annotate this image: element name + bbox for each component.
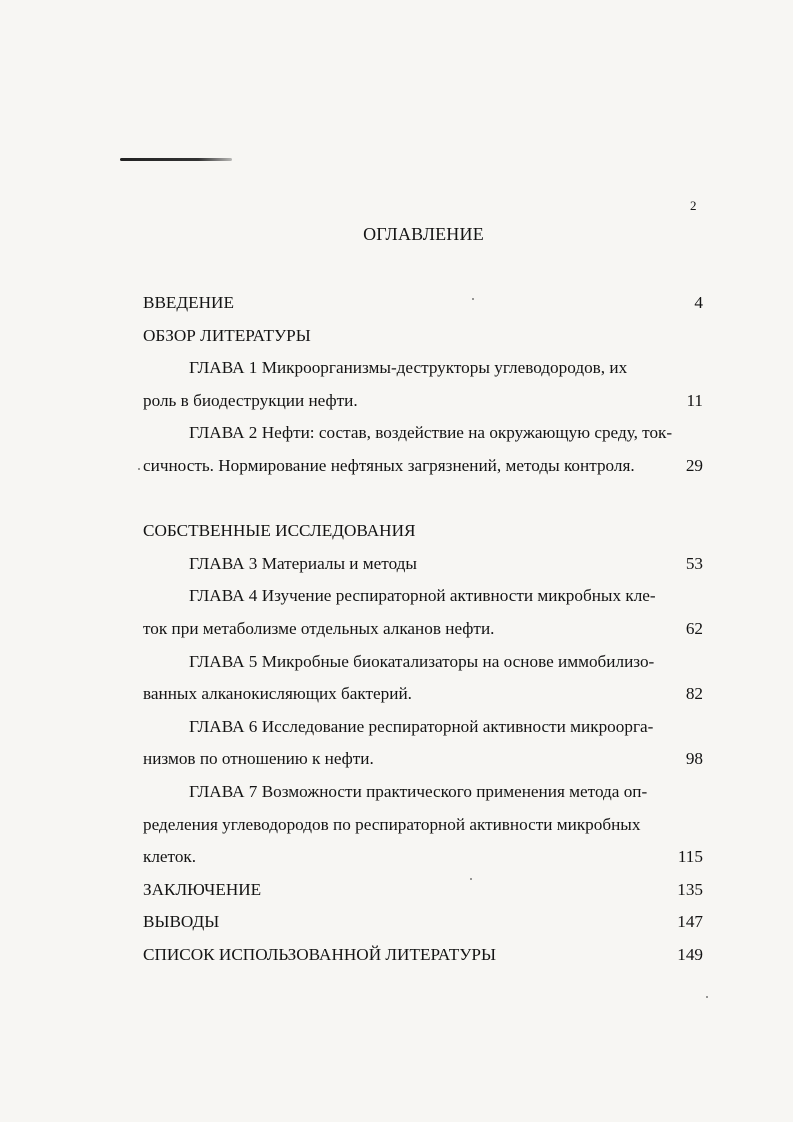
toc-page: 115 [677, 847, 703, 867]
toc-line: сичность. Нормирование нефтяных загрязнений, методы контроля. [143, 455, 635, 475]
toc-label: ВЫВОДЫ [143, 912, 220, 932]
toc-page: 53 [685, 553, 703, 573]
toc-entry-findings[interactable] [143, 906, 703, 939]
toc-label: ЗАКЛЮЧЕНИЕ [143, 879, 262, 899]
toc-label: ОБЗОР ЛИТЕРАТУРЫ [143, 325, 311, 345]
toc-page: 29 [685, 455, 703, 475]
scan-speck [470, 878, 472, 880]
toc-entry-chapter-1[interactable] [143, 352, 703, 417]
table-of-contents [143, 287, 703, 971]
toc-line: ГЛАВА 2 Нефти: состав, воздействие на окружающую среду, ток- [189, 423, 673, 443]
toc-entry-conclusion[interactable] [143, 874, 703, 907]
toc-entry-chapter-2[interactable] [143, 417, 703, 482]
toc-entry-references[interactable] [143, 939, 703, 972]
toc-page: 82 [685, 684, 703, 704]
toc-entry-chapter-5[interactable] [143, 646, 703, 711]
toc-entry-chapter-3[interactable] [143, 548, 703, 581]
toc-page: 11 [686, 390, 703, 410]
toc-page: 147 [677, 912, 703, 932]
toc-section-review[interactable] [143, 320, 703, 353]
toc-entry-intro[interactable] [143, 287, 703, 320]
toc-line: ГЛАВА 5 Микробные биокатализаторы на основе иммобилизо- [189, 651, 655, 671]
toc-page: 62 [685, 618, 703, 638]
toc-entry-chapter-7[interactable] [143, 776, 703, 874]
toc-entry-chapter-4[interactable] [143, 580, 703, 645]
toc-entry-chapter-6[interactable] [143, 711, 703, 776]
toc-label: СОБСТВЕННЫЕ ИССЛЕДОВАНИЯ [143, 521, 416, 541]
toc-line: ГЛАВА 7 Возможности практического применения метода оп- [189, 781, 648, 801]
toc-line: ГЛАВА 1 Микроорганизмы-деструкторы углеводородов, их [189, 358, 628, 378]
toc-label: ВВЕДЕНИЕ [143, 293, 234, 312]
toc-line: ГЛАВА 4 Изучение респираторной активности микробных кле- [189, 586, 656, 606]
page-title: ОГЛАВЛЕНИЕ [363, 224, 484, 244]
scan-speck [138, 468, 140, 470]
toc-line: низмов по отношению к нефти. [143, 749, 374, 769]
scan-speck [472, 298, 474, 300]
toc-line: роль в биодеструкции нефти. [143, 390, 358, 410]
scan-speck [706, 996, 708, 998]
toc-page: 149 [677, 944, 703, 964]
toc-page: 4 [694, 293, 703, 312]
toc-page: 135 [677, 879, 703, 899]
toc-line: клеток. [143, 847, 197, 867]
spacer [143, 483, 703, 516]
toc-line: ределения углеводородов по респираторной активности микробных [143, 814, 641, 834]
page-number: 2 [690, 198, 697, 213]
toc-line: ток при метаболизме отдельных алканов нефти. [143, 618, 495, 638]
scan-mark [120, 158, 232, 161]
toc-label: СПИСОК ИСПОЛЬЗОВАННОЙ ЛИТЕРАТУРЫ [143, 944, 496, 964]
toc-label: ГЛАВА 3 Материалы и методы [189, 553, 417, 573]
toc-line: ванных алканокисляющих бактерий. [143, 684, 412, 704]
toc-page: 98 [685, 749, 703, 769]
toc-line: ГЛАВА 6 Исследование респираторной активности микроорга- [189, 716, 654, 736]
toc-section-own-research[interactable] [143, 515, 703, 548]
